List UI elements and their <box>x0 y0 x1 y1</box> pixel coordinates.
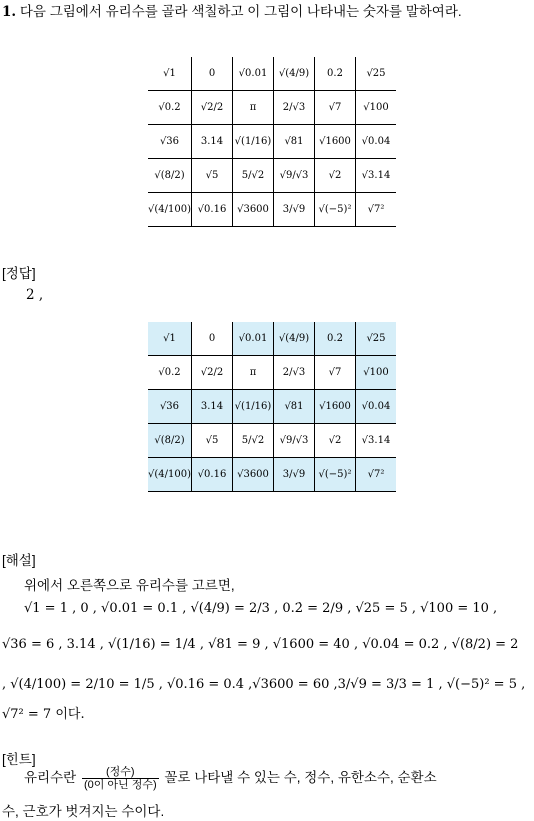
grid-cell: √25 <box>356 57 397 91</box>
grid-cell: 0 <box>192 57 233 91</box>
grid-cell: √(−5)² <box>315 193 356 227</box>
grid-cell: 3.14 <box>192 390 233 424</box>
answer-value: 2 , <box>26 287 44 303</box>
grid-cell: √(4/9) <box>274 322 315 356</box>
hint-pre: 유리수란 <box>24 770 77 786</box>
grid-cell: 0.2̇ <box>315 322 356 356</box>
grid-cell: √81 <box>274 390 315 424</box>
grid-cell: 3/√9 <box>274 193 315 227</box>
answer-grid <box>148 322 396 492</box>
grid-cell: √36 <box>148 125 192 159</box>
grid-cell: √36 <box>148 390 192 424</box>
grid-row <box>148 125 396 159</box>
hint-post: 꼴로 나타낼 수 있는 수, 정수, 유한소수, 순환소 <box>164 770 437 786</box>
question-number: 1. <box>2 4 17 20</box>
grid-cell: √0.16 <box>192 193 233 227</box>
grid-cell: √100 <box>356 356 397 390</box>
grid-row <box>148 322 396 356</box>
grid-cell: 0.2̇ <box>315 57 356 91</box>
hint-numerator: (정수) <box>82 766 159 779</box>
question-text <box>2 2 530 22</box>
hint-fraction <box>82 766 159 791</box>
grid-cell: √3.14 <box>356 159 397 193</box>
grid-cell: √1600 <box>315 125 356 159</box>
grid-cell: √100 <box>356 91 397 125</box>
grid-cell: √7² <box>356 193 397 227</box>
grid-cell: √(−5)² <box>315 458 356 492</box>
grid-cell: √25 <box>356 322 397 356</box>
grid-cell: √5 <box>192 159 233 193</box>
grid-cell: √7 <box>315 91 356 125</box>
explanation-line-2: √36 = 6 , 3.14 , √(1/16) = 1/4 , √81 = 9 , √1600 = 40 , √0.04 = 0.2 , √(8/2) = 2 <box>2 637 519 652</box>
answer-heading: [정답] <box>2 266 36 281</box>
grid-cell: √2/2 <box>192 91 233 125</box>
grid-cell: √5 <box>192 424 233 458</box>
grid-cell: √0.2 <box>148 356 192 390</box>
question-body: 다음 그림에서 유리수를 골라 색칠하고 이 그림이 나타내는 숫자를 말하여라. <box>19 4 462 19</box>
grid-cell: 3/√9 <box>274 458 315 492</box>
grid-row <box>148 356 396 390</box>
grid-cell: √81 <box>274 125 315 159</box>
grid-row <box>148 424 396 458</box>
grid-cell: √0.01 <box>233 322 274 356</box>
explanation-heading: [해설] <box>2 553 36 568</box>
hint-line-1 <box>24 766 437 791</box>
grid-cell: π <box>233 356 274 390</box>
grid-row <box>148 159 396 193</box>
grid-cell: π <box>233 91 274 125</box>
grid-cell: √(4/9) <box>274 57 315 91</box>
grid-row <box>148 390 396 424</box>
grid-row <box>148 91 396 125</box>
grid-cell: √0.04 <box>356 390 397 424</box>
hint-line-2: 수, 근호가 벗겨지는 수이다. <box>2 804 165 819</box>
grid-row <box>148 193 396 227</box>
grid-row <box>148 458 396 492</box>
explanation-intro: 위에서 오른쪽으로 유리수를 고르면, <box>24 578 235 593</box>
grid-cell: √3600 <box>233 193 274 227</box>
grid-cell: 0 <box>192 322 233 356</box>
grid-row <box>148 57 396 91</box>
grid-cell: √0.01 <box>233 57 274 91</box>
explanation-line-4: √7² = 7 이다. <box>2 707 85 722</box>
grid-cell: 5/√2 <box>233 159 274 193</box>
grid-cell: √7 <box>315 356 356 390</box>
grid-cell: √3.14 <box>356 424 397 458</box>
grid-cell: 2/√3 <box>274 356 315 390</box>
grid-cell: √2 <box>315 159 356 193</box>
grid-cell: √0.16 <box>192 458 233 492</box>
grid-cell: √(1/16) <box>233 125 274 159</box>
grid-cell: √1 <box>148 322 192 356</box>
grid-cell: √9/√3 <box>274 159 315 193</box>
grid-cell: √(4/100) <box>148 458 192 492</box>
grid-cell: √(8/2) <box>148 159 192 193</box>
grid-cell: √(8/2) <box>148 424 192 458</box>
grid-cell: √(1/16) <box>233 390 274 424</box>
grid-cell: 3.14 <box>192 125 233 159</box>
hint-denominator: (0이 아닌 정수) <box>83 779 157 791</box>
grid-cell: √1600 <box>315 390 356 424</box>
explanation-line-3: , √(4/100) = 2/10 = 1/5 , √0.16 = 0.4 ,√3600 = 60 ,3/√9 = 3/3 = 1 , √(−5)² = 5 , <box>2 677 526 692</box>
explanation-line-1: √1 = 1 , 0 , √0.01 = 0.1 , √(4/9) = 2/3 , 0.2̇ = 2/9 , √25 = 5 , √100 = 10 , <box>24 601 498 616</box>
grid-cell: √(4/100) <box>148 193 192 227</box>
grid-cell: 2/√3 <box>274 91 315 125</box>
grid-cell: √1 <box>163 68 176 79</box>
grid-cell: √2/2 <box>192 356 233 390</box>
grid-cell: √0.04 <box>356 125 397 159</box>
grid-cell: √0.2 <box>148 91 192 125</box>
hint-heading: [힌트] <box>2 752 36 767</box>
question-grid <box>148 57 396 227</box>
grid-cell: √2 <box>315 424 356 458</box>
grid-cell: 5/√2 <box>233 424 274 458</box>
grid-cell: √9/√3 <box>274 424 315 458</box>
grid-cell: √7² <box>356 458 397 492</box>
grid-cell: √3600 <box>233 458 274 492</box>
